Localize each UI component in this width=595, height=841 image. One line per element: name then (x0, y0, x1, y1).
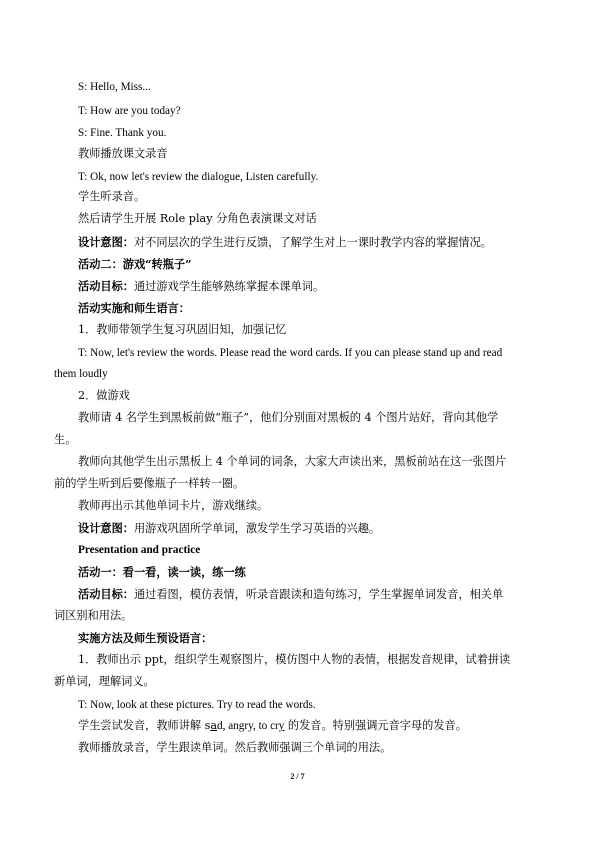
dialogue-line-student-fine: S: Fine. Thank you. (78, 127, 167, 139)
heading-activity-one: 活动一：看一看，读一读，练一练 (78, 565, 246, 579)
paragraph-design-intent-2 (78, 521, 380, 536)
text-activity-goal: 通过游戏学生能够熟练掌握本课单词。 (133, 280, 325, 293)
paragraph-step-1-review: 1．教师带领学生复习巩固旧知，加强记忆 (78, 323, 287, 336)
dialogue-line-teacher-look-pictures: T: Now, look at these pictures. Try to read the words. (78, 699, 316, 711)
dialogue-line-teacher-word-cards: T: Now, let's review the words. Please read the word cards. If you can please stand up and read (78, 347, 503, 359)
text-pronunciation-start: 学生尝试发音，教师讲解 s (78, 719, 211, 732)
underlined-letter-a: a (210, 719, 218, 732)
paragraph-activity-goal-1 (78, 279, 324, 294)
heading-presentation-practice: Presentation and practice (78, 544, 201, 556)
text-activity-goal: 通过看图，模仿表情，听录音跟读和造句练习，学生掌握单词发音，相关单 (133, 588, 504, 601)
label-design-intent: 设计意图： (78, 521, 134, 535)
underlined-letter-y: y (278, 720, 285, 732)
paragraph-activity-goal-2-cont: 词区别和用法。 (54, 609, 133, 622)
text-word-list: d, angry, to cr (217, 720, 279, 732)
text-pronunciation-end: 的发音。特别强调元音字母的发音。 (284, 719, 467, 732)
label-design-intent: 设计意图： (78, 235, 134, 249)
paragraph-role-play: 然后请学生开展 Role play 分角色表演课文对话 (78, 212, 317, 225)
paragraph-game-rules-cont: 前的学生听到后要像瓶子一样转一圈。 (54, 477, 245, 490)
label-activity-goal: 活动目标： (78, 279, 134, 293)
paragraph-game-setup-cont: 生。 (54, 433, 77, 446)
paragraph-game-continue: 教师再出示其他单词卡片，游戏继续。 (78, 499, 269, 512)
paragraph-pronunciation (78, 719, 467, 733)
dialogue-line-teacher-review: T: Ok, now let's review the dialogue, Listen carefully. (78, 171, 319, 183)
text-design-intent: 对不同层次的学生进行反馈，了解学生对上一课时教学内容的掌握情况。 (133, 236, 492, 249)
paragraph-design-intent-1 (78, 235, 492, 250)
paragraph-game-setup: 教师请 4 名学生到黑板前做“瓶子”，他们分别面对黑板的 4 个图片站好，背向其他学 (78, 411, 499, 424)
label-activity-goal: 活动目标： (78, 587, 134, 601)
paragraph-step-2-game: 2．做游戏 (78, 389, 130, 402)
dialogue-line-teacher-word-cards-cont: them loudly (54, 368, 108, 380)
paragraph-step-1-ppt: 1．教师出示 ppt，组织学生观察图片，模仿图中人物的表情，根据发音规律，试着拼读 (78, 653, 511, 666)
page-number: 2 / 7 (290, 772, 305, 781)
paragraph-play-recording: 教师播放课文录音 (78, 147, 168, 160)
dialogue-line-teacher-how-are-you: T: How are you today? (78, 105, 181, 117)
paragraph-play-recording-repeat: 教师播放录音，学生跟读单词。然后教师强调三个单词的用法。 (78, 741, 392, 754)
heading-activity-implementation: 活动实施和师生语言： (78, 301, 190, 315)
heading-activity-two: 活动二：游戏“转瓶子” (78, 257, 192, 271)
dialogue-line-student-hello: S: Hello, Miss... (78, 81, 151, 93)
paragraph-game-rules: 教师向其他学生出示黑板上 4 个单词的词条，大家大声读出来，黑板前站在这一张图片 (78, 455, 507, 468)
paragraph-step-1-ppt-cont: 新单词，理解词义。 (54, 675, 155, 688)
paragraph-students-listen: 学生听录音。 (78, 190, 146, 203)
paragraph-activity-goal-2 (78, 587, 503, 602)
heading-implementation-methods: 实施方法及师生预设语言： (78, 631, 213, 645)
text-design-intent: 用游戏巩固所学单词，激发学生学习英语的兴趣。 (133, 522, 381, 535)
